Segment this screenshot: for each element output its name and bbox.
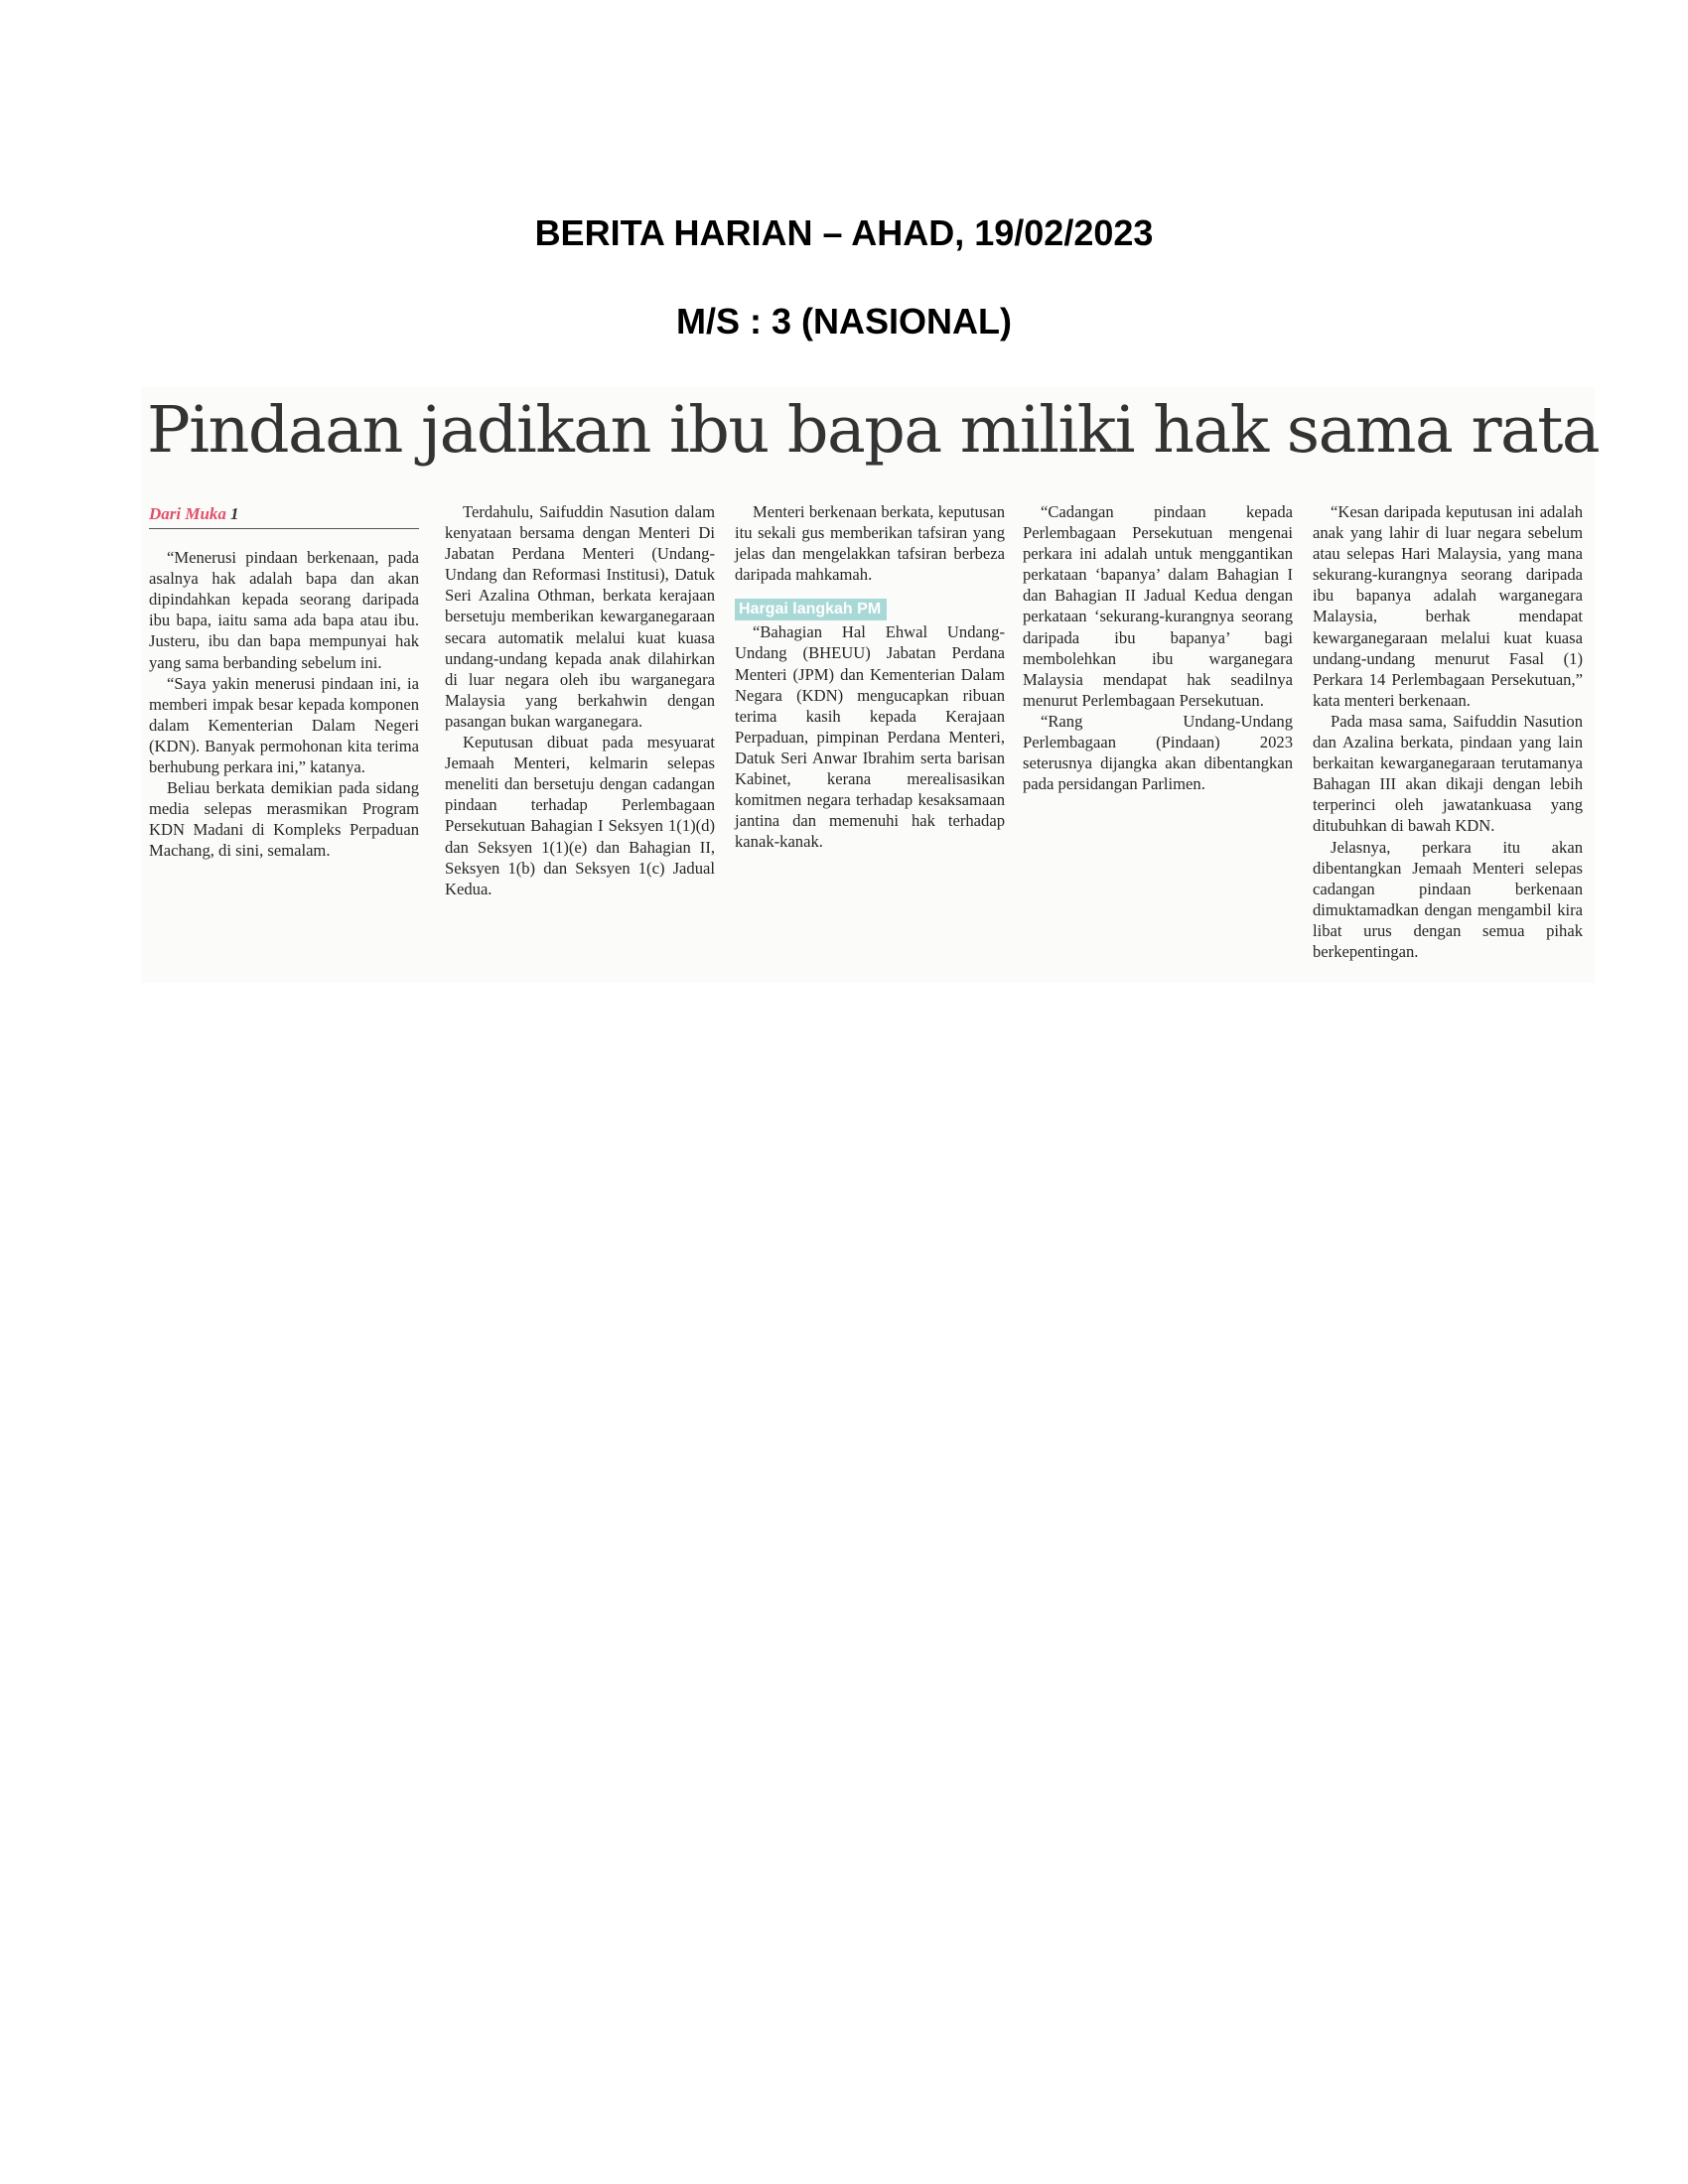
newspaper-clipping <box>141 387 1600 983</box>
publication-date-line: BERITA HARIAN – AHAD, 19/02/2023 <box>534 212 1154 253</box>
article-headline: Pindaan jadikan ibu bapa miliki hak sama rata <box>147 393 1600 468</box>
article-paragraph: Pada masa sama, Saifuddin Nasution dan Azalina berkata, pindaan yang lain berkaitan kewarganegaraan terutamanya Bahagan III akan dikaji dengan lebih terperinci oleh jawatankuasa yang ditubuhkan di bawah KDN. <box>1313 711 1583 836</box>
article-paragraph: “Saya yakin menerusi pindaan ini, ia memberi impak besar kepada komponen dalam Kementerian Dalam Negeri (KDN). Banyak permohonan kita terima berhubung perkara ini,” katanya. <box>149 673 419 777</box>
article-column-5 <box>1313 501 1583 962</box>
article-column-1 <box>149 503 419 862</box>
article-paragraph: Terdahulu, Saifuddin Nasution dalam kenyataan bersama dengan Menteri Di Jabatan Perdana Menteri (Undang-Undang dan Reformasi Institusi), Datuk Seri Azalina Othman, berkata kerajaan bersetuju memberikan kewarganegaraan secara automatik melalui kuat kuasa undang-undang kepada anak dilahirkan di luar negara oleh ibu warganegara Malaysia yang berkahwin dengan pasangan bukan warganegara. <box>445 502 715 731</box>
article-paragraph: Menteri berkenaan berkata, keputusan itu sekali gus memberikan tafsiran yang jelas dan mengelakkan tafsiran berbeza daripada mahkamah. <box>735 502 1005 585</box>
article-paragraph: “Menerusi pindaan berkenaan, pada asalnya hak adalah bapa dan akan dipindahkan kepada seorang daripada ibu bapa, iaitu sama ada bapa atau ibu. Justeru, ibu dan bapa mempunyai hak yang sama berbanding sebelum ini. <box>149 548 419 672</box>
continued-from-label <box>149 503 419 529</box>
kicker-text: Dari Muka <box>149 504 226 523</box>
article-paragraph: “Bahagian Hal Ehwal Undang-Undang (BHEUU) Jabatan Perdana Menteri (JPM) dan Kementerian Dalam Negara (KDN) mengucapkan ribuan terima kasih kepada Kerajaan Perpaduan, pimpinan Perdana Menteri, Datuk Seri Anwar Ibrahim serta barisan Kabinet, kerana merealisasikan komitmen negara terhadap kesaksamaan jantina dan memenuhi hak terhadap kanak-kanak. <box>735 622 1005 852</box>
article-column-4 <box>1023 501 1293 794</box>
article-column-2 <box>445 501 715 899</box>
article-paragraph: “Kesan daripada keputusan ini adalah anak yang lahir di luar negara sebelum atau selepas Hari Malaysia, yang mana sekurang-kurangnya seorang daripada ibu bapanya adalah warganegara Malaysia, berhak mendapat kewarganegaraan melalui kuat kuasa undang-undang menurut Fasal (1) Perkara 14 Perlembagaan Persekutuan,” kata menteri berkenaan. <box>1313 502 1583 710</box>
article-paragraph: Beliau berkata demikian pada sidang media selepas merasmikan Program KDN Madani di Kompleks Perpaduan Machang, di sini, semalam. <box>149 778 419 861</box>
page-section-line: M/S : 3 (NASIONAL) <box>676 301 1012 341</box>
article-subheading: Hargai langkah PM <box>735 599 887 620</box>
article-paragraph: “Cadangan pindaan kepada Perlembagaan Persekutuan mengenai perkara ini adalah untuk menggantikan perkataan ‘bapanya’ dalam Bahagian I dan Bahagian II Jadual Kedua dengan perkataan ‘sekurang-kurangnya seorang daripada ibu bapanya’ bagi membolehkan ibu warganegara Malaysia mendapat hak seadilnya menurut Perlembagaan Persekutuan. <box>1023 502 1293 710</box>
article-paragraph: Keputusan dibuat pada mesyuarat Jemaah Menteri, kelmarin selepas meneliti dan bersetuju dengan cadangan pindaan terhadap Perlembagaan Persekutuan Bahagian I Seksyen 1(1)(d) dan Seksyen 1(1)(e) dan Bahagian II, Seksyen 1(b) dan Seksyen 1(c) Jadual Kedua. <box>445 733 715 898</box>
article-column-3 <box>735 501 1005 852</box>
article-paragraph: Jelasnya, perkara itu akan dibentangkan Jemaah Menteri selepas cadangan pindaan berkenaan dimuktamadkan dengan mengambil kira libat urus dengan semua pihak berkepentingan. <box>1313 837 1583 961</box>
article-paragraph: “Rang Undang-Undang Perlembagaan (Pindaan) 2023 seterusnya dijangka akan dibentangkan pada persidangan Parlimen. <box>1023 711 1293 794</box>
subheading-wrap <box>735 585 1005 621</box>
kicker-page-number: 1 <box>229 504 239 523</box>
